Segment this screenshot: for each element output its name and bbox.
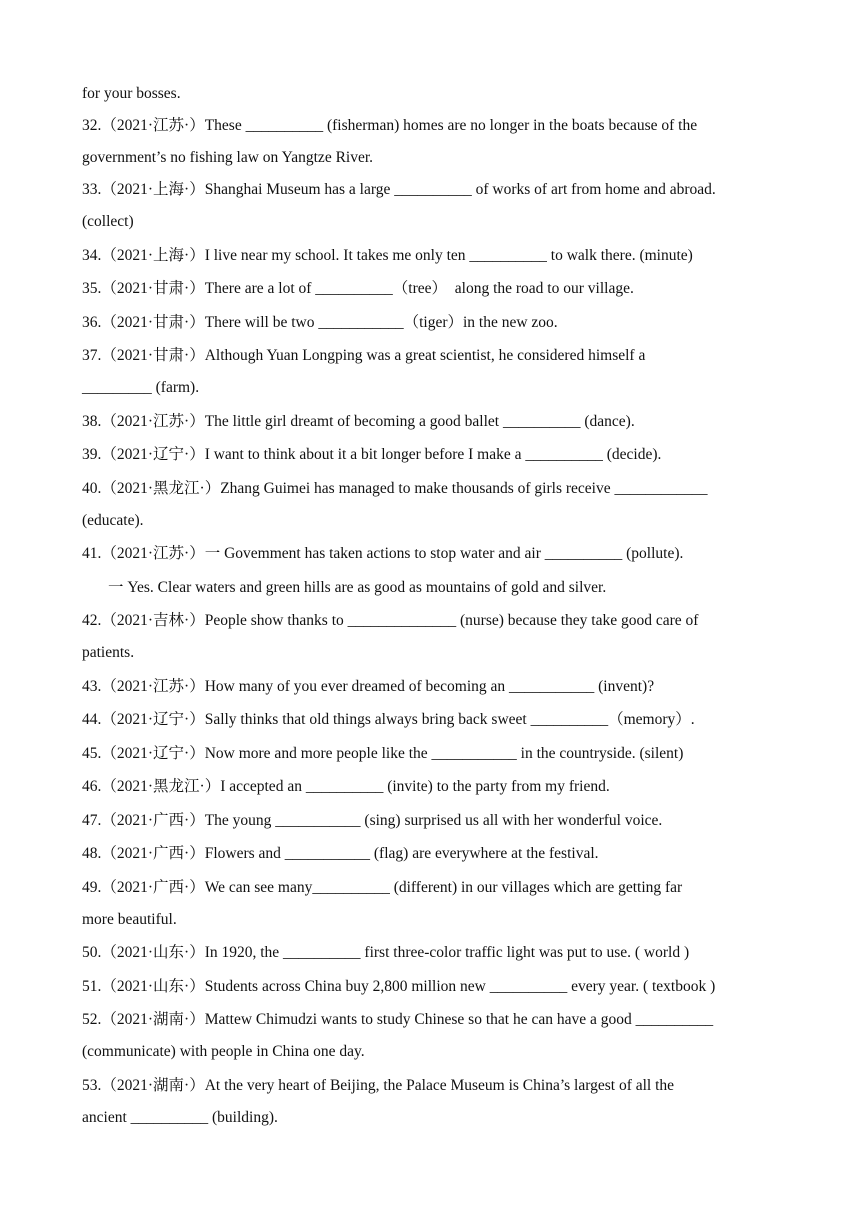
question-51: 51.（2021·山东·）Students across China buy 2,800 million new __________ every year. ( textbook )	[82, 977, 716, 995]
question-35: 35.（2021·甘肃·）There are a lot of __________（tree） along the road to our village.	[82, 280, 634, 297]
question-38: 38.（2021·江苏·）The little girl dreamt of becoming a good ballet __________ (dance).	[82, 412, 635, 430]
question-47: 47.（2021·广西·）The young ___________ (sing) surprised us all with her wonderful voice.	[82, 811, 663, 829]
question-41: 41.（2021·江苏·）一 Govemment has taken actions to stop water and air __________ (pollute).	[82, 545, 684, 562]
document-page	[82, 78, 782, 1134]
question-46: 46.（2021·黑龙江·）I accepted an __________ (invite) to the party from my friend.	[82, 778, 610, 795]
text-line: ancient __________ (building).	[82, 1108, 278, 1126]
question-49: 49.（2021·广西·）We can see many__________ (different) in our villages which are getting far	[82, 878, 683, 896]
question-32: 32.（2021·江苏·）These __________ (fisherman) homes are no longer in the boats because of the	[82, 117, 698, 134]
question-33: 33.（2021·上海·）Shanghai Museum has a large __________ of works of art from home and abroad.	[82, 181, 716, 198]
question-40: 40.（2021·黑龙江·）Zhang Guimei has managed to make thousands of girls receive ____________	[82, 479, 708, 497]
question-34: 34.（2021·上海·）I live near my school. It takes me only ten __________ to walk there. (minute)	[82, 246, 693, 264]
text-line: _________ (farm).	[82, 379, 200, 396]
question-36: 36.（2021·甘肃·）There will be two ___________（tiger）in the new zoo.	[82, 313, 558, 331]
question-44: 44.（2021·辽宁·）Sally thinks that old things always bring back sweet __________（memory）.	[82, 711, 695, 728]
question-39: 39.（2021·辽宁·）I want to think about it a bit longer before I make a __________ (decide).	[82, 446, 662, 463]
question-37: 37.（2021·甘肃·）Although Yuan Longping was a great scientist, he considered himself a	[82, 347, 646, 364]
text-line: 一 Yes. Clear waters and green hills are as good as mountains of gold and silver.	[108, 578, 607, 596]
text-line: (collect)	[82, 213, 134, 230]
question-45: 45.（2021·辽宁·）Now more and more people like the ___________ in the countryside. (silent)	[82, 744, 684, 762]
question-53: 53.（2021·湖南·）At the very heart of Beijing, the Palace Museum is China’s largest of all the	[82, 1076, 675, 1094]
text-line: government’s no fishing law on Yangtze River.	[82, 149, 374, 166]
question-52: 52.（2021·湖南·）Mattew Chimudzi wants to study Chinese so that he can have a good __________	[82, 1011, 714, 1028]
question-50: 50.（2021·山东·）In 1920, the __________ first three-color traffic light was put to use. ( world )	[82, 944, 690, 961]
text-line: more beautiful.	[82, 910, 177, 928]
question-48: 48.（2021·广西·）Flowers and ___________ (flag) are everywhere at the festival.	[82, 845, 599, 862]
question-43: 43.（2021·江苏·）How many of you ever dreamed of becoming an ___________ (invent)?	[82, 677, 655, 695]
text-line: for your bosses.	[82, 85, 181, 102]
text-line: patients.	[82, 644, 135, 661]
text-line: (communicate) with people in China one day.	[82, 1043, 365, 1060]
text-line: (educate).	[82, 511, 144, 529]
question-42: 42.（2021·吉林·）People show thanks to ______________ (nurse) because they take good care of	[82, 612, 699, 629]
